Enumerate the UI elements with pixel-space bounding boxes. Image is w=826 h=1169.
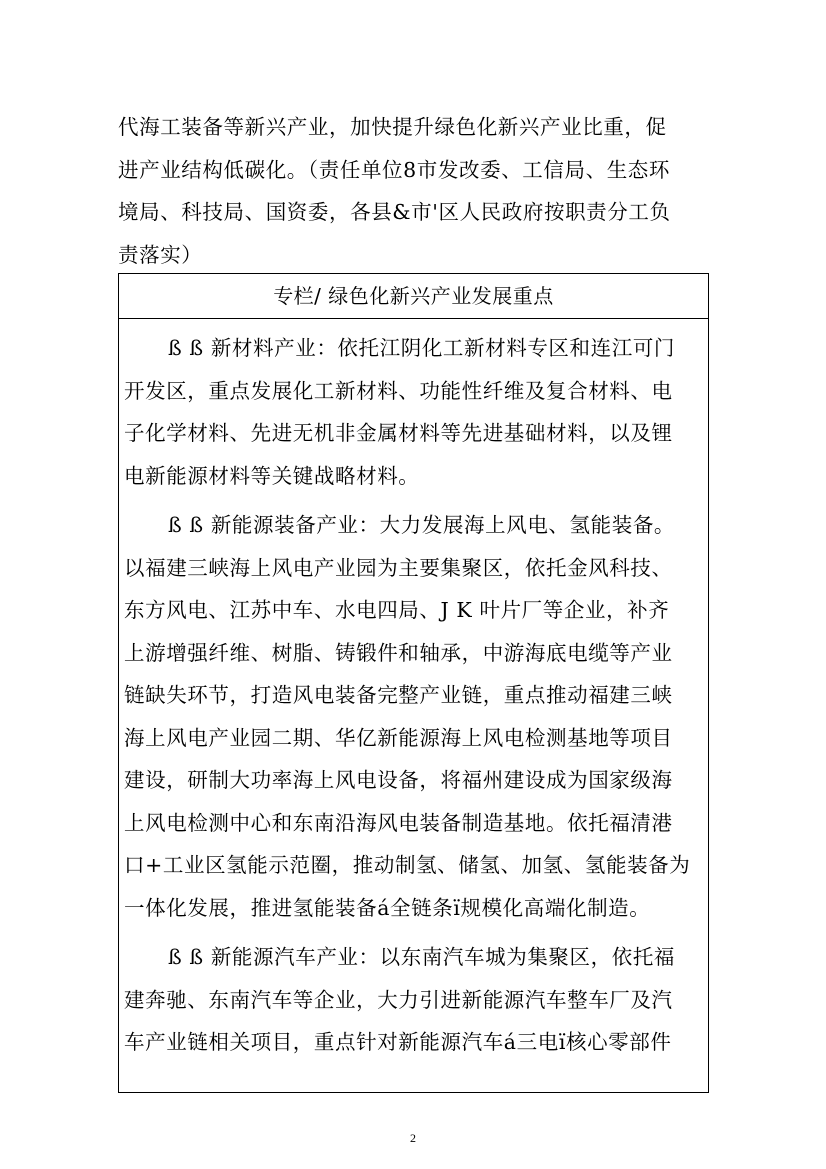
text-line: 以福建三峡海上风电产业园为主要集聚区，依托金风科技、 [124,555,673,580]
text-line: 境局、科技局、国资委，各县&市'区人民政府按职责分工负 [118,200,671,224]
text-line: 一体化发展，推进氢能装备á全链条ï规模化高端化制造。 [124,895,651,920]
column-box-body [124,319,702,1064]
text-line: 建设，研制大功率海上风电设备，将福州建设成为国家级海 [124,768,673,792]
text-line: 子化学材料、先进无机非金属材料等先进基础材料，以及锂 [124,421,673,445]
page-number: 2 [410,1131,416,1145]
intro-paragraph [118,106,712,276]
text-line: 电新能源材料等关键战略材料。 [124,463,420,488]
text-line: 东方风电、江苏中车、水电四局、J K 叶片厂等企业，补齐 [124,598,670,622]
text-line: 车产业链相关项目，重点针对新能源汽车á三电ï核心零部件 [124,1030,672,1054]
column-box-title: 专栏/ 绿色化新兴产业发展重点 [119,274,708,319]
column-box [118,273,709,1093]
text-line: 上游增强纤维、树脂、铸锻件和轴承，中游海底电缆等产业 [124,640,673,665]
text-line: 代海工装备等新兴产业，加快提升绿色化新兴产业比重，促 [118,115,667,139]
paragraph-new-energy-equipment [124,504,702,929]
text-line: 上风电检测中心和东南沿海风电装备制造基地。依托福清港 [124,810,673,835]
text-line: 链缺失环节，打造风电装备完整产业链，重点推动福建三峡 [124,683,673,707]
text-line: ß ß 新能源汽车产业：以东南汽车城为集聚区，依托福 [168,945,676,969]
text-line: ß ß 新材料产业：依托江阴化工新材料专区和连江可门 [168,336,676,360]
text-line: 开发区，重点发展化工新材料、功能性纤维及复合材料、电 [124,378,673,403]
text-line: 责落实） [118,242,203,267]
text-line: ß ß 新能源装备产业：大力发展海上风电、氢能装备。 [168,513,676,537]
text-line: 口+工业区氢能示范圈，推动制氢、储氢、加氢、氢能装备为 [124,853,691,877]
text-line: 海上风电产业园二期、华亿新能源海上风电检测基地等项目 [124,725,673,750]
text-line: 建奔驰、东南汽车等企业，大力引进新能源汽车整车厂及汽 [124,987,673,1012]
text-line: 进产业结构低碳化。（责任单位8市发改委、工信局、生态环 [118,157,670,182]
paragraph-new-materials [124,327,702,497]
paragraph-new-energy-vehicles [124,936,702,1064]
